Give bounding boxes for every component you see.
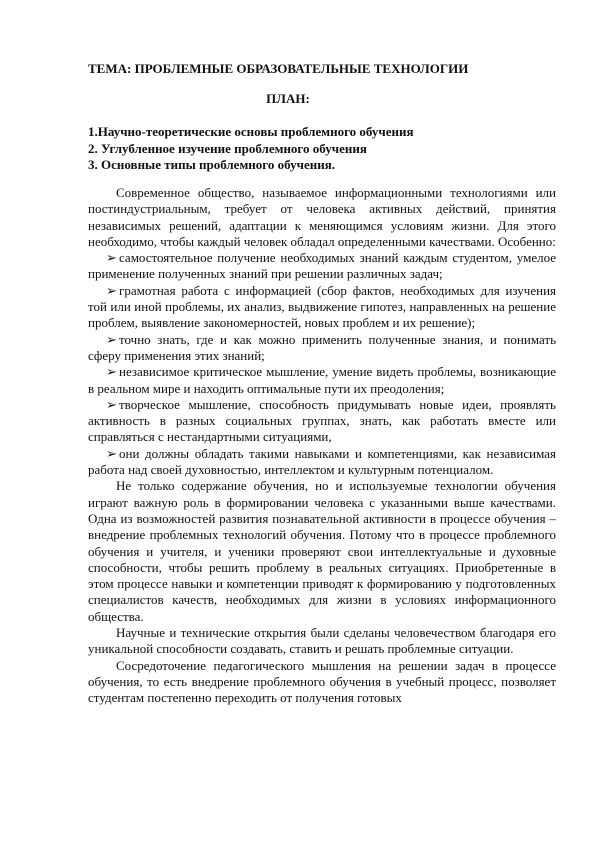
outline-item: 2. Углубленное изучение проблемного обучения <box>88 140 367 156</box>
bullet-item <box>88 446 556 479</box>
arrow-bullet-icon: ➢ <box>106 282 117 298</box>
arrow-bullet-icon: ➢ <box>106 445 117 461</box>
bullet-item <box>88 332 556 365</box>
bullet-text: независимое критическое мышление, умение видеть проблемы, возникающие в реальном мире и находить оптимальные пути их преодоления; <box>88 364 556 396</box>
body-paragraph: Не только содержание обучения, но и используемые технологии обучения играют важную роль в формировании человека с указанными выше качествами. Одна из возможностей развития познавательной активности в процессе обучения – внедрение проблемных технологий обучения. Потому что в процессе проблемного обучения и учителя, и ученики проверяют свои интеллектуальные и духовные способности, чтобы решить проблему в реальных ситуациях. Приобретенные в этом процессе навыки и компетенции приводят к формированию у подготовленных специалистов качеств, необходимых для жизни в условиях информационного общества. <box>88 478 556 624</box>
bullet-item <box>88 397 556 446</box>
arrow-bullet-icon: ➢ <box>106 250 117 266</box>
bullet-item <box>88 364 556 397</box>
bullet-text: они должны обладать такими навыками и компетенциями, как независимая работа над своей духовностью, интеллектом и культурным потенциалом. <box>88 445 556 478</box>
body-paragraph: Сосредоточение педагогического мышления на решении задач в процессе обучения, то есть внедрение проблемного обучения в учебный процесс, позволяет студентам постепенно переходить от получения готовых <box>88 657 556 706</box>
bullet-text: творческое мышление, способность придумывать новые идеи, проявлять активность в разных социальных группах, знать, как работать вместе или справляться с нестандартными ситуациями, <box>88 396 556 445</box>
bullet-text: самостоятельное получение необходимых знаний каждым студентом, умелое применение полученных знаний при решении различных задач; <box>88 250 556 282</box>
bullet-item <box>88 250 556 283</box>
plan-heading: ПЛАН: <box>266 91 310 106</box>
arrow-bullet-icon: ➢ <box>106 364 117 380</box>
outline-item: 3. Основные типы проблемного обучения. <box>88 157 335 172</box>
document-title: ТЕМА: ПРОБЛЕМНЫЕ ОБРАЗОВАТЕЛЬНЫЕ ТЕХНОЛОГИИ <box>88 61 469 76</box>
arrow-bullet-icon: ➢ <box>106 331 117 347</box>
arrow-bullet-icon: ➢ <box>106 396 117 412</box>
bullet-text: точно знать, где и как можно применить полученные знания, и понимать сферу применения этих знаний; <box>88 331 556 363</box>
outline-item: 1.Научно-теоретические основы проблемного обучения <box>88 124 414 139</box>
intro-paragraph: Современное общество, называемое информационными технологиями или постиндустриальным, требует от человека активных действий, принятия независимых решений, адаптации к меняющимся условиям жизни. Для этого необходимо, чтобы каждый человек обладал определенными качествами. Особенно: <box>88 185 556 249</box>
outline-list <box>88 124 556 174</box>
bullet-item <box>88 283 556 332</box>
body-paragraph: Научные и технические открытия были сделаны человечеством благодаря его уникальной способности создавать, ставить и решать проблемные ситуации. <box>88 625 556 657</box>
bullet-text: грамотная работа с информацией (сбор фактов, необходимых для изучения той или иной проблемы, их анализ, выдвижение гипотез, направленных на решение проблем, выявление закономерностей, новых проблем и их решение); <box>88 282 556 331</box>
document-body <box>88 185 556 707</box>
